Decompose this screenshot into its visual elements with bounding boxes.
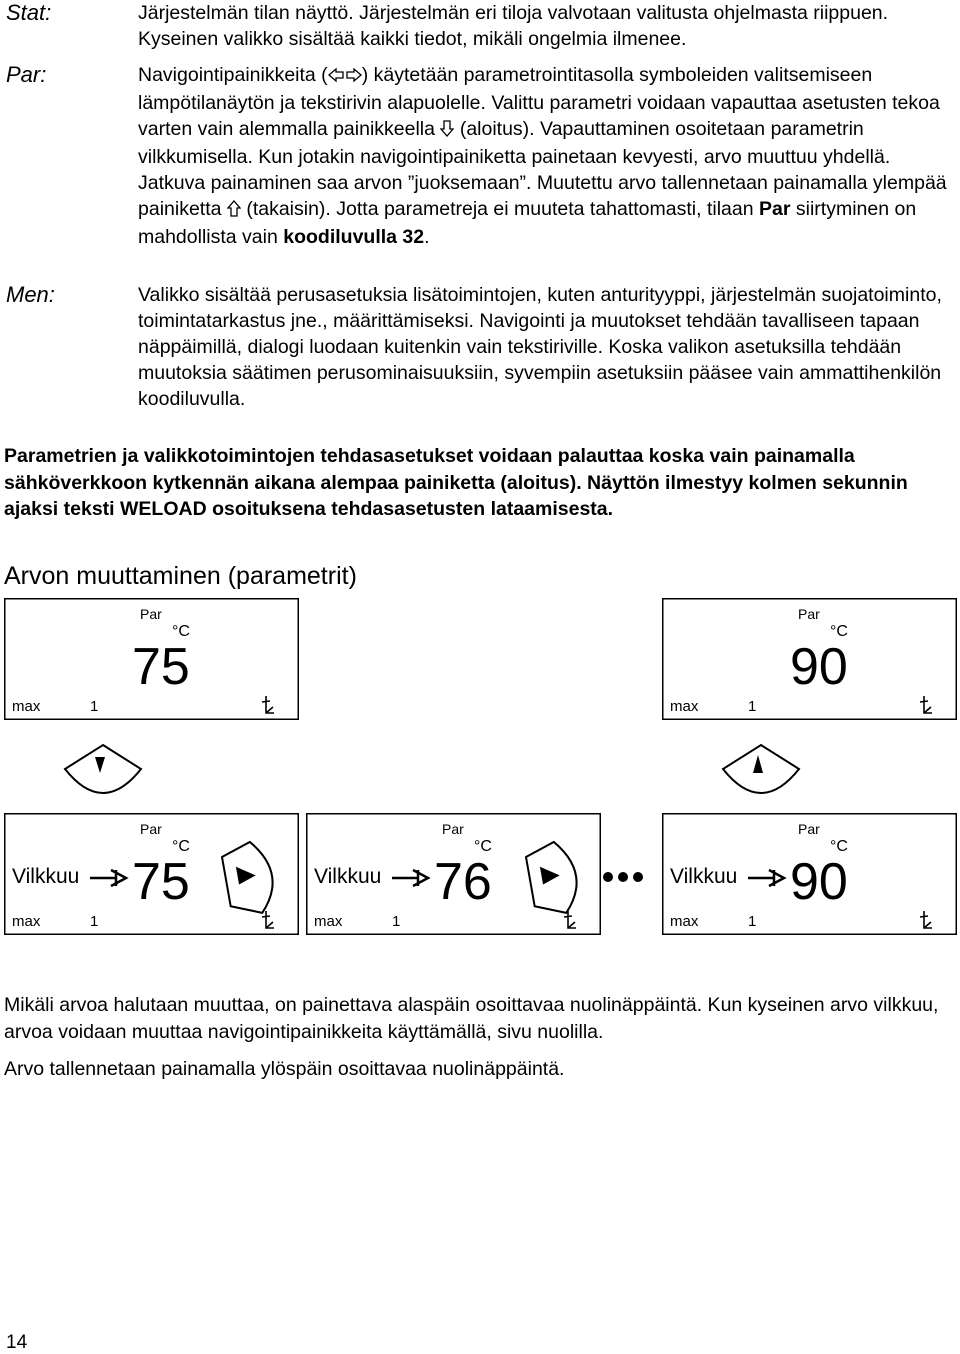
lcd-par-label: Par (140, 606, 162, 622)
lcd-unit: °C (172, 838, 190, 855)
lcd-display-top-right (663, 599, 957, 720)
down-key-icon (65, 745, 141, 793)
lcd-max-label: max (670, 913, 699, 930)
right-key-icon (524, 839, 582, 918)
arrow-left-right-icon (328, 64, 362, 90)
lcd-index: 1 (748, 698, 757, 715)
instruction-paragraph: Mikäli arvoa halutaan muuttaa, on painettava alaspäin osoittavaa nuolinäppäintä. Kun kyseinen arvo vilkkuu, arvoa voidaan muuttaa navigointipainikkeita käyttämällä, sivu nuolilla. (4, 994, 939, 1043)
lcd-value: 90 (790, 638, 848, 696)
lcd-display-top-left (5, 599, 299, 720)
lcd-index: 1 (748, 913, 757, 930)
arrow-up-outline-icon (227, 198, 241, 224)
term-label: Stat: (6, 0, 52, 25)
lcd-max-label: max (314, 913, 343, 930)
lcd-diagram (0, 595, 960, 955)
ellipsis-icon (603, 872, 643, 882)
lcd-index: 1 (392, 913, 401, 930)
definition-text: Navigointipainikkeita ( ) käytetään parametrointitasolla symboleiden valitsemiseen lämpötilanäytön ja tekstirivin alapuolelle. Valittu parametri voidaan vapauttaa asetusten tekoa varten vain alemmalla painikkeella (aloitus). Vapauttaminen osoitetaan parametrin vilkkumisella. Kun jotakin navigointipainiketta painetaan kevyesti, arvo muuttuu yhdellä. Jatkuva painaminen saa arvon ”juoksemaan”. Muutettu arvo tallennetaan painamalla ylempää painiketta (takaisin). Jotta parametreja ei muuteta tahattomasti, tilaan Par siirtyminen on mahdollista vain koodiluvulla 32. (138, 64, 947, 248)
lcd-index: 1 (90, 913, 99, 930)
lcd-unit: °C (474, 838, 492, 855)
lcd-max-label: max (12, 913, 41, 930)
lcd-blink-label: Vilkkuu (12, 865, 80, 888)
arrow-down-outline-icon (440, 118, 454, 144)
lcd-index: 1 (90, 698, 99, 715)
lcd-unit: °C (830, 623, 848, 640)
lcd-par-label: Par (140, 821, 162, 837)
lcd-value: 90 (790, 853, 848, 911)
lcd-display-blink-1 (5, 814, 299, 935)
lcd-display-blink-3 (663, 814, 957, 935)
definition-text: Valikko sisältää perusasetuksia lisätoimintojen, kuten anturityyppi, järjestelmän suojatoiminto, toimintatarkastus jne., määrittämiseksi. Navigointi ja muutokset tehdään tavalliseen tapaan näppäimillä, dialogi luodaan kuitenkin vain tekstiriville. Koska valikon asetuksilla tehdään muutoksia säätimen perusominaisuuksiin, syvempiin asetuksiin pääsee vain ammattihenkilön koodiluvulla. (138, 284, 942, 410)
lcd-max-label: max (12, 698, 41, 715)
factory-reset-note: Parametrien ja valikkotoimintojen tehdasasetukset voidaan palauttaa koska vain painamalla sähköverkkoon kytkennän aikana alempaa painiketta (aloitus). Näyttön ilmestyy kolmen sekunnin ajaksi teksti WELOAD osoituksena tehdasasetusten lataamisesta. (4, 445, 908, 520)
right-key-icon (220, 839, 278, 918)
section-heading: Arvon muuttaminen (parametrit) (4, 562, 357, 590)
lcd-blink-label: Vilkkuu (670, 865, 738, 888)
lcd-par-label: Par (798, 821, 820, 837)
term-label: Par: (6, 62, 47, 87)
term-label: Men: (6, 282, 55, 307)
page-number: 14 (6, 1332, 28, 1353)
lcd-par-label: Par (798, 606, 820, 622)
lcd-unit: °C (172, 623, 190, 640)
up-key-icon (723, 745, 799, 793)
lcd-blink-label: Vilkkuu (314, 865, 382, 888)
lcd-value: 75 (132, 853, 190, 911)
lcd-max-label: max (670, 698, 699, 715)
definition-text: Järjestelmän tilan näyttö. Järjestelmän eri tiloja valvotaan valitusta ohjelmasta riippuen. Kyseinen valikko sisältää kaikki tiedot, mikäli ongelmia ilmenee. (138, 2, 889, 50)
instruction-paragraph: Arvo tallennetaan painamalla ylöspäin osoittavaa nuolinäppäintä. (4, 1058, 565, 1080)
lcd-unit: °C (830, 838, 848, 855)
lcd-value: 75 (132, 638, 190, 696)
lcd-par-label: Par (442, 821, 464, 837)
lcd-value: 76 (434, 853, 492, 911)
